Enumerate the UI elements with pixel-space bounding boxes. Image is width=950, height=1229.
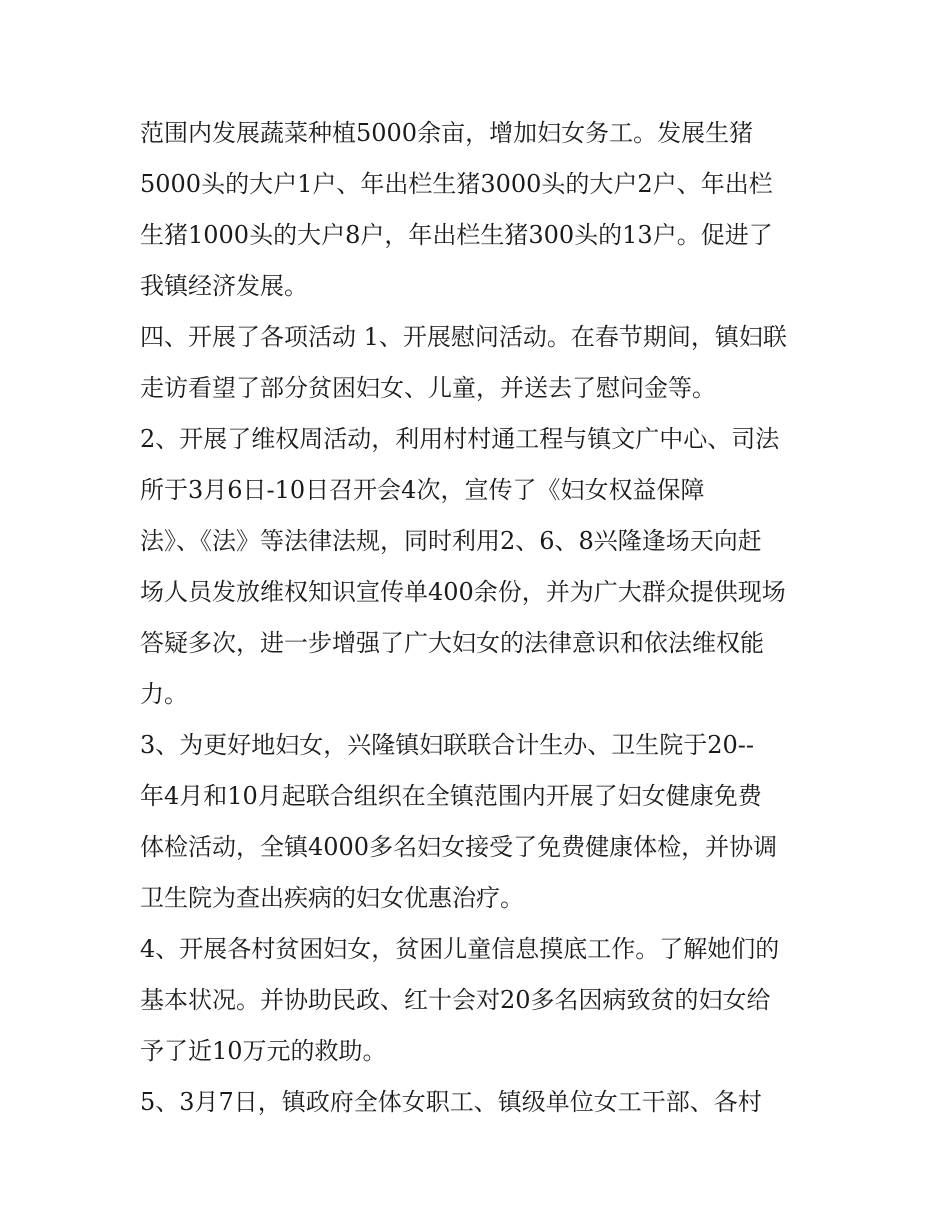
text-line: 年4月和10月起联合组织在全镇范围内开展了妇女健康免费 [140, 782, 762, 810]
text-line: 5000头的大户1户、年出栏生猪3000头的大户2户、年出栏 [140, 170, 773, 198]
text-line: 体检活动，全镇4000多名妇女接受了免费健康体检，并协调 [140, 833, 778, 861]
text-line: 5、3月7日，镇政府全体女职工、镇级单位女工干部、各村 [140, 1088, 762, 1116]
text-line: 四、开展了各项活动 1、开展慰问活动。在春节期间，镇妇联 [140, 323, 787, 351]
text-line: 范围内发展蔬菜种植5000余亩，增加妇女务工。发展生猪 [140, 119, 754, 147]
text-line: 卫生院为查出疾病的妇女优惠治疗。 [140, 884, 524, 912]
text-line: 2、开展了维权周活动，利用村村通工程与镇文广中心、司法 [140, 425, 780, 453]
text-line: 场人员发放维权知识宣传单400余份，并为广大群众提供现场 [140, 578, 786, 606]
text-line: 法》、《法》等法律法规，同时利用2、6、8兴隆逢场天向赶 [140, 527, 762, 555]
text-line: 3、为更好地妇女，兴隆镇妇联联合计生办、卫生院于20-- [140, 731, 755, 759]
text-line: 力。 [140, 680, 188, 708]
text-line: 所于3月6日-10日召开会4次，宣传了《妇女权益保障 [140, 476, 705, 504]
text-line: 答疑多次，进一步增强了广大妇女的法律意识和依法维权能 [140, 629, 764, 657]
text-line: 走访看望了部分贫困妇女、儿童，并送去了慰问金等。 [140, 374, 716, 402]
text-line: 予了近10万元的救助。 [140, 1037, 387, 1065]
text-line: 我镇经济发展。 [140, 272, 308, 300]
text-line: 4、开展各村贫困妇女，贫困儿童信息摸底工作。了解她们的 [140, 935, 780, 963]
text-line: 基本状况。并协助民政、红十会对20多名因病致贫的妇女给 [140, 986, 771, 1014]
text-line: 生猪1000头的大户8户，年出栏生猪300头的13户。促进了 [140, 221, 773, 249]
document-body [140, 108, 820, 1128]
